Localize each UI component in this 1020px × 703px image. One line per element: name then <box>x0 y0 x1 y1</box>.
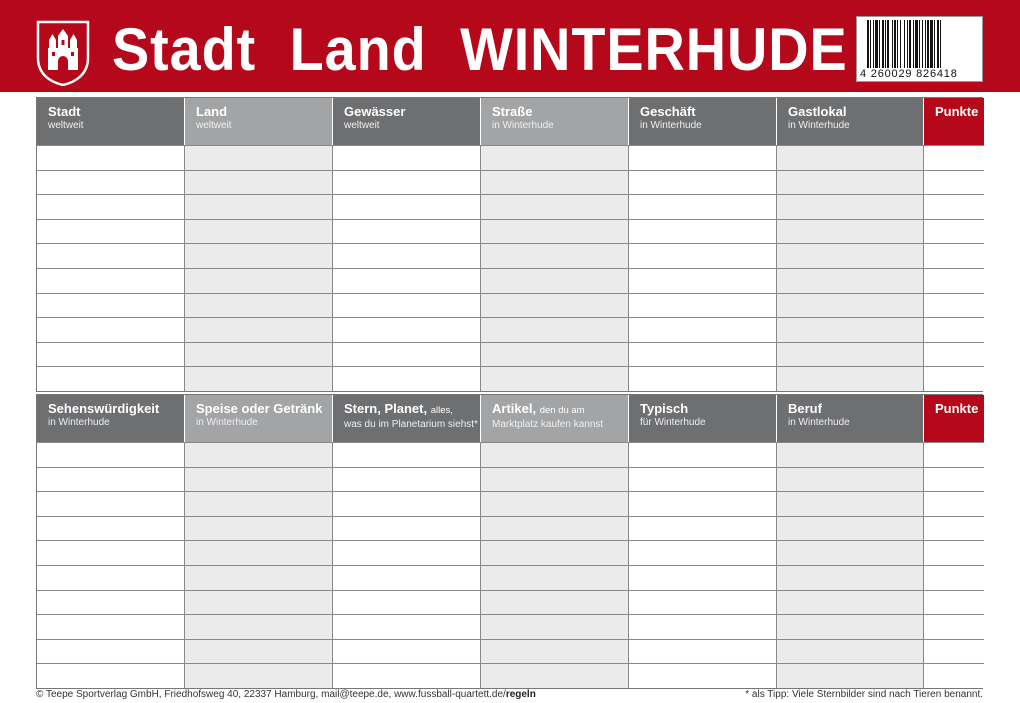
column-header-title: Straße <box>492 104 533 119</box>
hamburg-coat-of-arms-icon <box>36 20 90 86</box>
answer-cell[interactable] <box>37 590 185 615</box>
points-cell[interactable] <box>924 516 984 541</box>
answer-cell[interactable] <box>333 366 481 391</box>
column-header-label <box>788 104 923 119</box>
answer-cell[interactable] <box>185 491 333 516</box>
answer-cell[interactable] <box>185 268 333 293</box>
answer-cell[interactable] <box>185 516 333 541</box>
barcode-bar <box>897 20 898 68</box>
column-header-title: Typisch <box>640 401 689 416</box>
footer-rules-link[interactable]: regeln <box>505 689 536 700</box>
answer-cell[interactable] <box>37 243 185 268</box>
answer-cell[interactable] <box>185 639 333 664</box>
answer-cell[interactable] <box>481 194 629 219</box>
answer-cell[interactable] <box>333 145 481 170</box>
column-header-subtitle: für Winterhude <box>640 417 706 428</box>
answer-cell[interactable] <box>185 317 333 342</box>
points-cell[interactable] <box>924 243 984 268</box>
answer-cell[interactable] <box>37 614 185 639</box>
answer-cell[interactable] <box>37 565 185 590</box>
answer-cell[interactable] <box>37 639 185 664</box>
barcode-bar <box>904 20 905 68</box>
answer-cell[interactable] <box>629 243 777 268</box>
column-header-title: Sehenswürdigkeit <box>48 401 160 416</box>
column-header-title: Punkte <box>935 104 979 119</box>
answer-cell[interactable] <box>37 342 185 367</box>
answer-cell[interactable] <box>481 540 629 565</box>
answer-cell[interactable] <box>185 293 333 318</box>
answer-cell[interactable] <box>777 342 924 367</box>
points-cell[interactable] <box>924 194 984 219</box>
column-header-label <box>196 401 332 416</box>
answer-cell[interactable] <box>481 663 629 688</box>
answer-cell[interactable] <box>629 170 777 195</box>
answer-cell[interactable] <box>481 219 629 244</box>
answer-cell[interactable] <box>37 442 185 467</box>
answer-cell[interactable] <box>777 663 924 688</box>
title-word-land: Land <box>289 16 427 83</box>
column-header-subtitle: weltweit <box>196 120 232 131</box>
points-cell[interactable] <box>924 317 984 342</box>
answer-cell[interactable] <box>185 442 333 467</box>
answer-cell[interactable] <box>185 663 333 688</box>
answer-cell[interactable] <box>777 565 924 590</box>
column-header <box>924 395 984 442</box>
column-header-label <box>935 401 984 416</box>
answer-cell[interactable] <box>333 639 481 664</box>
answer-cell[interactable] <box>481 293 629 318</box>
answer-cell[interactable] <box>777 219 924 244</box>
column-header-subtitle: weltweit <box>344 120 380 131</box>
column-header <box>924 98 984 145</box>
answer-cell[interactable] <box>777 491 924 516</box>
answer-cell[interactable] <box>185 219 333 244</box>
answer-cell[interactable] <box>185 194 333 219</box>
answer-cell[interactable] <box>333 491 481 516</box>
column-header-title: Geschäft <box>640 104 696 119</box>
answer-cell[interactable] <box>185 614 333 639</box>
barcode-bar <box>892 20 893 68</box>
barcode-bar <box>909 20 911 68</box>
points-cell[interactable] <box>924 663 984 688</box>
answer-cell[interactable] <box>629 614 777 639</box>
column-header-label <box>196 104 332 119</box>
answer-cell[interactable] <box>333 317 481 342</box>
column-header-title: Punkte <box>935 401 979 416</box>
column-header <box>37 98 185 145</box>
answer-cell[interactable] <box>629 219 777 244</box>
barcode-bar <box>927 20 929 68</box>
answer-cell[interactable] <box>629 590 777 615</box>
answer-cell[interactable] <box>37 491 185 516</box>
points-cell[interactable] <box>924 366 984 391</box>
column-header-title: Gewässer <box>344 104 406 119</box>
column-header-label <box>48 104 184 119</box>
answer-cell[interactable] <box>777 317 924 342</box>
points-cell[interactable] <box>924 590 984 615</box>
answer-cell[interactable] <box>333 442 481 467</box>
answer-cell[interactable] <box>629 268 777 293</box>
answer-cell[interactable] <box>629 491 777 516</box>
barcode-bar <box>922 20 923 68</box>
answer-cell[interactable] <box>37 663 185 688</box>
barcode-bar <box>900 20 901 68</box>
answer-cell[interactable] <box>481 243 629 268</box>
column-header <box>333 395 481 442</box>
points-cell[interactable] <box>924 268 984 293</box>
column-header <box>481 98 629 145</box>
points-cell[interactable] <box>924 467 984 492</box>
answer-cell[interactable] <box>777 194 924 219</box>
answer-cell[interactable] <box>629 442 777 467</box>
column-header-subtitle: in Winterhude <box>196 417 258 428</box>
column-header-subtitle: in Winterhude <box>48 417 110 428</box>
points-cell[interactable] <box>924 219 984 244</box>
answer-cell[interactable] <box>37 366 185 391</box>
barcode-bar <box>915 20 918 68</box>
answer-cell[interactable] <box>777 293 924 318</box>
column-header-label <box>344 104 480 119</box>
answer-cell[interactable] <box>629 540 777 565</box>
barcode-bar <box>887 20 889 68</box>
answer-cell[interactable] <box>185 342 333 367</box>
answer-cell[interactable] <box>629 342 777 367</box>
answer-cell[interactable] <box>629 663 777 688</box>
answer-cell[interactable] <box>481 366 629 391</box>
column-header-subtitle: in Winterhude <box>788 417 850 428</box>
column-header-title: Beruf <box>788 401 822 416</box>
answer-cell[interactable] <box>37 540 185 565</box>
barcode-bar <box>882 20 884 68</box>
answer-cell[interactable] <box>333 614 481 639</box>
answer-cell[interactable] <box>481 170 629 195</box>
column-header <box>37 395 185 442</box>
barcode-bar <box>940 20 941 68</box>
points-cell[interactable] <box>924 342 984 367</box>
column-header-subtitle: in Winterhude <box>492 120 554 131</box>
footer-imprint <box>36 689 536 701</box>
column-header-label <box>640 401 776 416</box>
column-header-title: Land <box>196 104 228 119</box>
points-cell[interactable] <box>924 442 984 467</box>
title-word-winterhude: WINTERHUDE <box>460 16 848 83</box>
answer-cell[interactable] <box>481 565 629 590</box>
answer-cell[interactable] <box>629 194 777 219</box>
column-header <box>629 98 777 145</box>
answer-cell[interactable] <box>777 442 924 467</box>
barcode-bar <box>937 20 939 68</box>
page-title <box>112 14 848 86</box>
answer-cell[interactable] <box>777 590 924 615</box>
barcode-bar <box>919 20 920 68</box>
answer-cell[interactable] <box>333 540 481 565</box>
barcode-bar <box>867 20 869 68</box>
column-header <box>777 395 924 442</box>
column-header-title: Stadt <box>48 104 81 119</box>
answer-cell[interactable] <box>333 219 481 244</box>
answer-cell[interactable] <box>333 243 481 268</box>
answer-cell[interactable] <box>629 565 777 590</box>
answer-cell[interactable] <box>37 467 185 492</box>
answer-cell[interactable] <box>333 516 481 541</box>
answer-cell[interactable] <box>777 540 924 565</box>
answer-cell[interactable] <box>777 145 924 170</box>
footer-tip: * als Tipp: Viele Sternbilder sind nach Tieren benannt. <box>745 689 983 700</box>
answer-cell[interactable] <box>629 639 777 664</box>
answer-table-1 <box>36 97 983 392</box>
answer-cell[interactable] <box>37 170 185 195</box>
answer-cell[interactable] <box>629 467 777 492</box>
barcode-bar <box>907 20 908 68</box>
answer-cell[interactable] <box>37 516 185 541</box>
answer-cell[interactable] <box>185 565 333 590</box>
barcode-bar <box>894 20 896 68</box>
answer-cell[interactable] <box>481 317 629 342</box>
answer-cell[interactable] <box>481 342 629 367</box>
column-header-subtitle: was du im Planetarium siehst* <box>344 419 478 430</box>
answer-cell[interactable] <box>333 268 481 293</box>
barcode-bar <box>885 20 886 68</box>
answer-cell[interactable] <box>37 268 185 293</box>
answer-cell[interactable] <box>629 293 777 318</box>
barcode-bar <box>873 20 874 68</box>
answer-cell[interactable] <box>185 145 333 170</box>
answer-cell[interactable] <box>777 268 924 293</box>
answer-cell[interactable] <box>481 590 629 615</box>
column-header-title: Gastlokal <box>788 104 847 119</box>
answer-cell[interactable] <box>185 467 333 492</box>
barcode-bar <box>925 20 926 68</box>
answer-cell[interactable] <box>629 516 777 541</box>
barcode-bar <box>870 20 871 68</box>
answer-cell[interactable] <box>481 614 629 639</box>
points-cell[interactable] <box>924 491 984 516</box>
answer-cell[interactable] <box>185 540 333 565</box>
answer-cell[interactable] <box>333 565 481 590</box>
barcode-number: 4 260029 826418 <box>860 68 958 80</box>
answer-cell[interactable] <box>777 366 924 391</box>
answer-cell[interactable] <box>481 145 629 170</box>
column-header-title: Stern, Planet, <box>344 401 428 416</box>
answer-cell[interactable] <box>185 366 333 391</box>
answer-cell[interactable] <box>777 614 924 639</box>
answer-cell[interactable] <box>333 194 481 219</box>
column-header-label <box>788 401 923 416</box>
answer-cell[interactable] <box>481 442 629 467</box>
answer-cell[interactable] <box>333 590 481 615</box>
points-cell[interactable] <box>924 639 984 664</box>
barcode-bar <box>913 20 914 68</box>
points-cell[interactable] <box>924 565 984 590</box>
column-header <box>185 98 333 145</box>
barcode <box>856 16 983 82</box>
answer-cell[interactable] <box>37 317 185 342</box>
title-banner <box>0 0 1020 92</box>
barcode-icon <box>867 20 973 68</box>
column-header-subtitle: in Winterhude <box>640 120 702 131</box>
answer-table-2 <box>36 394 983 689</box>
answer-cell[interactable] <box>629 145 777 170</box>
column-header-label <box>935 104 984 119</box>
column-header-label <box>640 104 776 119</box>
answer-cell[interactable] <box>37 293 185 318</box>
answer-cell[interactable] <box>37 219 185 244</box>
answer-cell[interactable] <box>777 639 924 664</box>
answer-cell[interactable] <box>777 516 924 541</box>
answer-cell[interactable] <box>777 467 924 492</box>
points-cell[interactable] <box>924 540 984 565</box>
column-header-subtitle: in Winterhude <box>788 120 850 131</box>
answer-cell[interactable] <box>481 467 629 492</box>
column-header <box>333 98 481 145</box>
column-header-label <box>492 401 628 418</box>
answer-cell[interactable] <box>481 268 629 293</box>
column-header-subtitle: weltweit <box>48 120 84 131</box>
points-cell[interactable] <box>924 145 984 170</box>
column-header-extra: alles, <box>430 405 453 416</box>
answer-cell[interactable] <box>185 170 333 195</box>
points-cell[interactable] <box>924 614 984 639</box>
column-header-title: Speise oder Getränk <box>196 401 323 416</box>
column-header-title: Artikel, <box>492 401 537 416</box>
answer-cell[interactable] <box>481 516 629 541</box>
barcode-bar <box>875 20 878 68</box>
answer-cell[interactable] <box>333 293 481 318</box>
answer-cell[interactable] <box>333 663 481 688</box>
answer-cell[interactable] <box>333 467 481 492</box>
answer-cell[interactable] <box>629 317 777 342</box>
answer-cell[interactable] <box>37 145 185 170</box>
title-word-stadt: Stadt <box>112 16 257 83</box>
points-cell[interactable] <box>924 293 984 318</box>
answer-cell[interactable] <box>333 170 481 195</box>
column-header <box>185 395 333 442</box>
answer-cell[interactable] <box>185 243 333 268</box>
column-header <box>481 395 629 442</box>
column-header <box>629 395 777 442</box>
column-header-label <box>492 104 628 119</box>
answer-cell[interactable] <box>481 491 629 516</box>
answer-cell[interactable] <box>333 342 481 367</box>
barcode-bar <box>934 20 935 68</box>
column-header-label <box>344 401 480 418</box>
answer-cell[interactable] <box>777 243 924 268</box>
column-header-label <box>48 401 184 416</box>
barcode-bar <box>879 20 880 68</box>
answer-cell[interactable] <box>185 590 333 615</box>
footer-imprint-text: © Teepe Sportverlag GmbH, Friedhofsweg 40, 22337 Hamburg, mail@teepe.de, www.fussball-quartett.de/ <box>36 689 506 700</box>
answer-cell[interactable] <box>777 170 924 195</box>
column-header-extra: den du am <box>539 405 585 416</box>
answer-cell[interactable] <box>481 639 629 664</box>
barcode-bar <box>930 20 933 68</box>
answer-cell[interactable] <box>37 194 185 219</box>
answer-cell[interactable] <box>629 366 777 391</box>
points-cell[interactable] <box>924 170 984 195</box>
column-header-subtitle: Marktplatz kaufen kannst <box>492 419 604 430</box>
column-header <box>777 98 924 145</box>
